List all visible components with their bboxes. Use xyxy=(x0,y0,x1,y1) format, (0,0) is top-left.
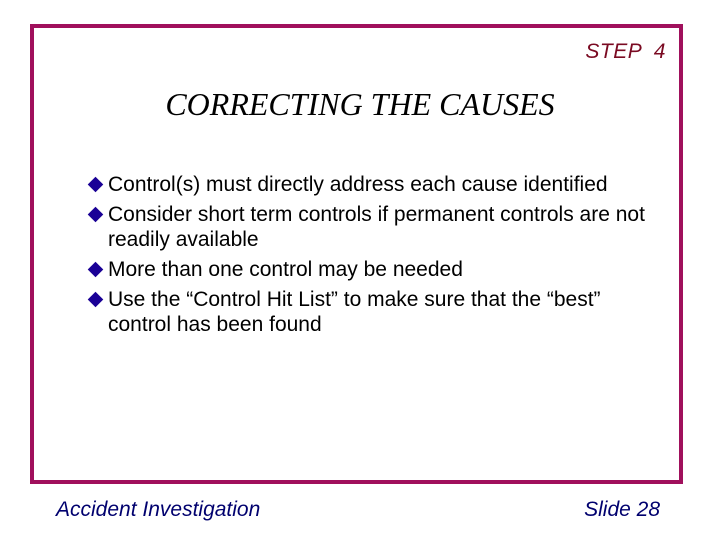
bullet-item xyxy=(88,172,648,197)
bullet-item xyxy=(88,287,648,337)
bullet-text: More than one control may be needed xyxy=(108,258,463,281)
bullet-text: Control(s) must directly address each cause identified xyxy=(108,173,608,196)
diamond-bullet-icon xyxy=(88,292,104,308)
footer-course-title: Accident Investigation xyxy=(56,498,261,521)
diamond-bullet-icon xyxy=(88,207,104,223)
diamond-bullet-icon xyxy=(88,177,104,193)
slide-title: CORRECTING THE CAUSES xyxy=(165,86,555,122)
footer-slide-number: Slide 28 xyxy=(584,498,660,521)
bullet-item xyxy=(88,257,648,282)
bullet-text: Use the “Control Hit List” to make sure that the “best” control has been found xyxy=(108,288,601,336)
bullet-item xyxy=(88,202,648,252)
bullet-text: Consider short term controls if permanent controls are not readily available xyxy=(108,203,645,251)
step-label: STEP 4 xyxy=(585,40,666,63)
diamond-bullet-icon xyxy=(88,262,104,278)
bullet-list xyxy=(88,172,648,342)
